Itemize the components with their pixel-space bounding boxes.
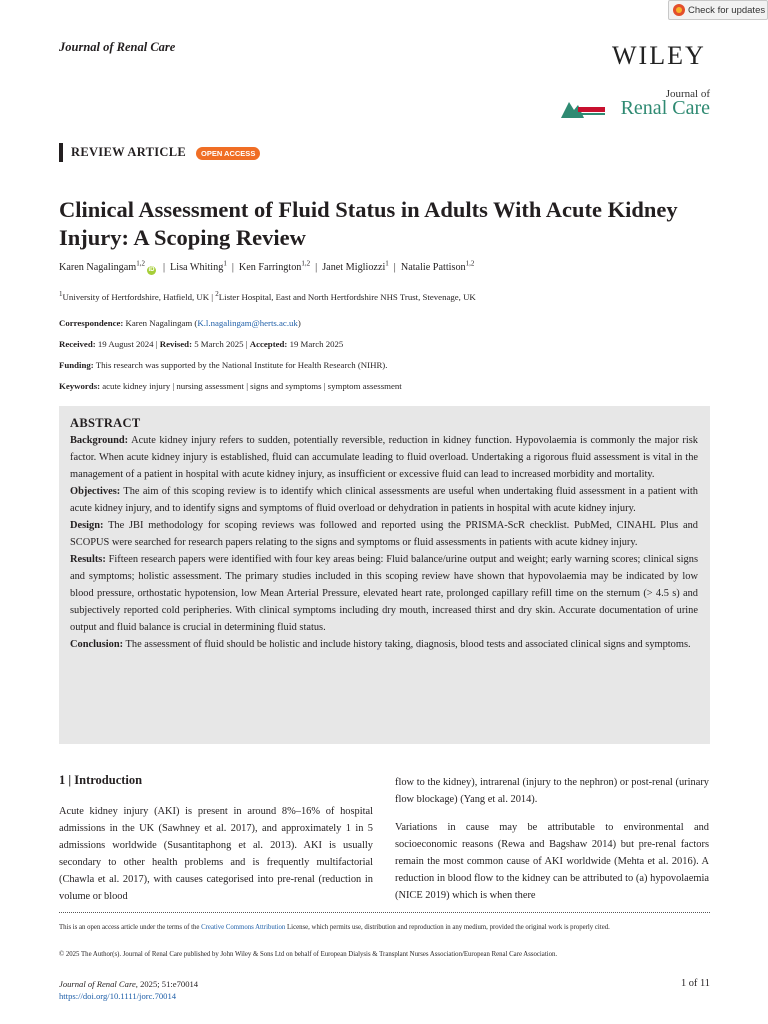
intro-right-text-1: flow to the kidney), intrarenal (injury to the nephron) or post-renal (urinary flow blockage) (Yang et al. 2014). xyxy=(395,777,709,805)
orcid-icon[interactable]: iD xyxy=(148,267,155,273)
open-access-badge: OPEN ACCESS xyxy=(196,147,260,160)
intro-left-paragraph xyxy=(59,803,373,905)
results-text: Fifteen research papers were identified with four key areas being: Fluid balance/urine output and weight; early warning scores; clinical signs and symptoms; holistic assessment. The primary studies included in this scoping review have shown that hypovolaemia may be indicated by low blood pressure, orthostatic hypotension, low Mean Arterial Pressure, elevated heart rate, prolonged capillary refill time on the sternum (> 4.5 s) and subjectively reported cold peripheries. With clinical symptoms including dry mouth, increased thirst and dry skin. Accurate documentation of urine output and fluid balance is crucial in determining fluid status. xyxy=(70,554,698,633)
design-label: Design: xyxy=(70,520,104,531)
check-for-updates-label: Check for updates xyxy=(688,4,766,16)
affiliation-2: Lister Hospital, East and North Hertfordshire NHS Trust, Stevenage, UK xyxy=(218,292,476,302)
citation-journal: Journal of Renal Care xyxy=(59,979,136,989)
article-type-bar xyxy=(59,143,63,162)
abstract-heading: ABSTRACT xyxy=(70,416,141,430)
journal-name: Journal of Renal Care xyxy=(59,40,176,54)
article-type: REVIEW ARTICLE xyxy=(71,145,187,159)
keywords xyxy=(59,381,402,391)
author-name[interactable]: Ken Farrington xyxy=(238,262,302,273)
conclusion-label: Conclusion: xyxy=(70,639,124,650)
page-number: 1 of 11 xyxy=(680,978,710,989)
author-separator: | xyxy=(315,262,318,273)
objectives-text: The aim of this scoping review is to identify which clinical assessments are useful when undertaking fluid assessment in a patient with acute kidney injury, and to identify signs and symptoms of fluid overload or dehydration in patients in hospital with acute kidney injury. xyxy=(70,486,698,514)
author-affiliation-mark: 1 xyxy=(223,259,227,268)
author-list xyxy=(59,259,475,275)
received-label: Received: xyxy=(59,339,96,349)
author-name[interactable]: Karen Nagalingam xyxy=(59,262,137,273)
intro-right-paragraph-1 xyxy=(395,774,709,808)
check-for-updates-button[interactable] xyxy=(668,0,768,20)
abstract-design-paragraph xyxy=(70,517,698,551)
abstract-objectives-paragraph xyxy=(70,483,698,517)
background-label: Background: xyxy=(70,435,129,446)
intro-left-text: Acute kidney injury (AKI) is present in around 8%–16% of hospital admissions in the UK (Sawhney et al. 2017), and approximately 1 in 5 admissions worldwide (Susantitaphong et al. 2013). AKI is usually secondary to other health problems and is frequently multifactorial (Chawla et al. 2017), with causes categorised into pre-renal (reduction in volume or blood xyxy=(59,806,373,902)
publisher-logo: WILEY xyxy=(612,41,706,70)
correspondence: Correspondence: Karen Nagalingam (K.l.nagalingam@herts.ac.uk) xyxy=(59,318,301,328)
received-date: 19 August 2024 xyxy=(97,339,154,349)
author-name[interactable]: Natalie Pattison xyxy=(400,262,466,273)
author-name[interactable]: Janet Migliozzi xyxy=(322,262,386,273)
section-heading-introduction: 1 | Introduction xyxy=(59,773,143,787)
journal-logo xyxy=(560,88,710,122)
author-affiliation-mark: 1,2 xyxy=(136,259,145,268)
revised-date: 5 March 2025 xyxy=(194,339,244,349)
author-separator: | xyxy=(162,262,166,273)
accepted-date: 19 March 2025 xyxy=(289,339,344,349)
correspondence-email-link[interactable]: K.l.nagalingam@herts.ac.uk xyxy=(197,318,298,328)
correspondence-name: Karen Nagalingam xyxy=(125,318,193,328)
funding xyxy=(59,360,387,370)
copyright-footnote: © 2025 The Author(s). Journal of Renal Care published by John Wiley & Sons Ltd on behalf of European Dialysis & Transplant Nurses Association/European Renal Care Association. xyxy=(59,951,558,958)
funding-label: Funding: xyxy=(59,360,94,370)
objectives-label: Objectives: xyxy=(70,486,121,497)
author-affiliation-mark: 1,2 xyxy=(301,259,311,268)
article-title: Clinical Assessment of Fluid Status in Adults With Acute Kidney Injury: A Scoping Review xyxy=(59,197,678,250)
conclusion-text: The assessment of fluid should be holistic and include history taking, diagnosis, blood tests and associated clinical signs and symptoms. xyxy=(125,639,691,650)
license-footnote xyxy=(59,922,710,933)
accepted-label: Accepted: xyxy=(249,339,288,349)
abstract-results-paragraph xyxy=(70,551,698,636)
results-label: Results: xyxy=(70,554,106,565)
crossmark-icon xyxy=(673,4,685,16)
author-separator: | xyxy=(393,262,396,273)
keywords-label: Keywords: xyxy=(59,381,101,391)
abstract xyxy=(70,414,698,653)
author-separator: | xyxy=(231,262,234,273)
intro-right-text-2: Variations in cause may be attributable to environmental and socioeconomic reasons (Rewa and Bagshaw 2014) but pre-renal factors remain the most common cause of AKI worldwide (Mehta et al. 2016). A reduction in blood flow to the kidney can be attributed to (a) hypovolaemia (NICE 2019) which is when there xyxy=(395,822,709,901)
affiliations: $^1$University of Hertfordshire, Hatfield, UK | $^2$Lister Hospital, East and North Hertfordshire NHS Trust, Stevenage, UK xyxy=(59,290,476,302)
citation-details: , 2025; 51:e70014 xyxy=(135,979,199,989)
design-text: The JBI methodology for scoping reviews was followed and reported using the PRISMA-ScR checklist. PubMed, CINAHL Plus and SCOPUS were searched for research papers relating to the signs and symptoms or fluid assessments in patients with acute kidney injury. xyxy=(70,520,698,548)
author-affiliation-mark: 1,2 xyxy=(465,259,475,268)
author-name[interactable]: Lisa Whiting xyxy=(170,262,224,273)
author-affiliation-mark: 1 xyxy=(385,259,389,268)
edtna-erca-logo-icon xyxy=(560,96,606,120)
creative-commons-link[interactable]: Creative Commons Attribution xyxy=(201,924,286,931)
background-text: Acute kidney injury refers to sudden, potentially reversible, reduction in kidney function. Hypovolaemia is commonly the major risk factor. When acute kidney injury is established, fluid can accumulate leading to fluid overload. Undertaking a rigorous fluid assessment is vital in the management of a patient in hospital with acute kidney injury, as insufficient or excessive fluid can lead to increased morbidity and mortality. xyxy=(70,435,698,480)
footnote-divider xyxy=(59,912,710,913)
funding-text: This research was supported by the National Institute for Health Research (NIHR). xyxy=(95,360,388,370)
affiliation-1: University of Hertfordshire, Hatfield, UK xyxy=(62,292,210,302)
logo-journal-of: Journal of xyxy=(665,88,710,100)
correspondence-label: Correspondence: xyxy=(59,318,124,328)
intro-right-paragraph-2 xyxy=(395,819,709,904)
logo-renal-care: Renal Care xyxy=(620,97,710,119)
abstract-background-paragraph xyxy=(70,432,698,483)
keywords-text: acute kidney injury | nursing assessment | signs and symptoms | symptom assessment xyxy=(102,381,402,391)
license-pre: This is an open access article under the terms of the xyxy=(59,924,202,931)
article-dates: Received: 19 August 2024 | Revised: 5 March 2025 | Accepted: 19 March 2025 xyxy=(59,339,344,349)
abstract-conclusion-paragraph xyxy=(70,636,698,653)
citation-block xyxy=(59,978,198,1002)
revised-label: Revised: xyxy=(159,339,192,349)
doi-link[interactable]: https://doi.org/10.1111/jorc.70014 xyxy=(59,991,177,1001)
license-post: License, which permits use, distribution and reproduction in any medium, provided the original work is properly cited. xyxy=(285,924,610,931)
